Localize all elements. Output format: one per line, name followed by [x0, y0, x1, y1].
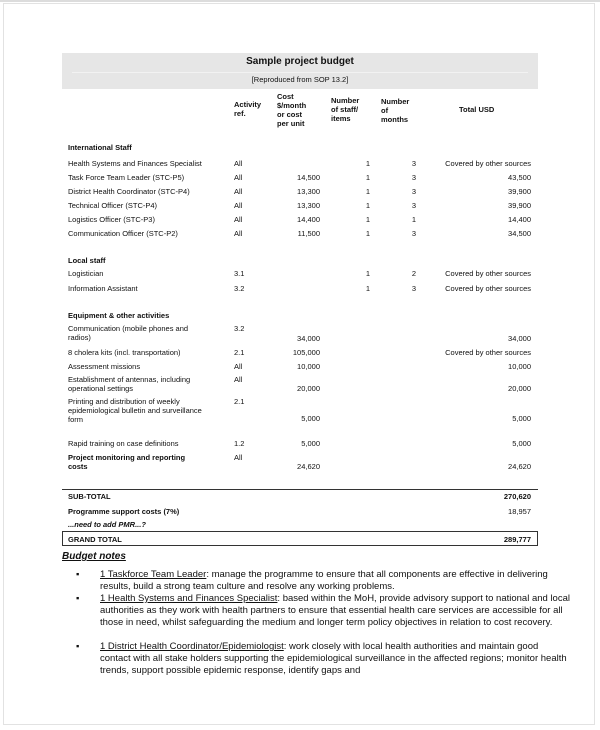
header-line: Number [381, 97, 410, 106]
row-total: Covered by other sources [445, 284, 531, 293]
row-label-line: Establishment of antennas, including [68, 375, 191, 384]
row-months: 3 [411, 173, 416, 182]
row-months: 3 [411, 201, 416, 210]
note-title: 1 Taskforce Team Leader [100, 569, 207, 580]
bullet-icon: ▪ [76, 569, 80, 580]
document-subtitle: [Reproduced from SOP 13.2] [251, 75, 349, 84]
row-months: 3 [411, 159, 416, 168]
row-cost: 20,000 [297, 384, 320, 393]
row-staff: 1 [365, 173, 370, 182]
row-cost: 10,000 [297, 362, 320, 371]
row-cost: 105,000 [292, 348, 320, 357]
row-ref: 2.1 [234, 348, 245, 357]
row-ref: 3.2 [234, 284, 245, 293]
row-label-line: radios) [68, 333, 91, 342]
row-ref: 3.2 [234, 324, 245, 333]
document-title: Sample project budget [246, 56, 354, 67]
row-label: Logistics Officer (STC-P3) [68, 215, 155, 224]
row-label: 8 cholera kits (incl. transportation) [68, 348, 181, 357]
row-months: 2 [411, 269, 416, 278]
header-cost [277, 92, 306, 128]
row-ref: All [234, 201, 243, 210]
row-staff: 1 [365, 201, 370, 210]
pmr-note-row [68, 520, 531, 529]
header-line: months [381, 115, 409, 124]
row-total: 43,500 [508, 173, 531, 182]
row-staff: 1 [365, 215, 370, 224]
subtotal-value: 270,620 [503, 492, 531, 501]
row-total: 39,900 [508, 201, 531, 210]
row-label [68, 397, 238, 424]
row-label: Health Systems and Finances Specialist [68, 159, 202, 168]
row-label [68, 453, 228, 471]
row-label: Technical Officer (STC-P4) [68, 201, 158, 210]
header-total-usd: Total USD [459, 105, 495, 114]
note-text [100, 569, 570, 593]
note-body: : based within the MoH, provide advisory support to national and local authorities as they work with health partners to ensure that essential health care services are accessible for all those in need, whilst safeguarding the medium and longer term policy objectives in relation to cost recovery. [100, 593, 570, 628]
row-ref: All [234, 362, 243, 371]
title-divider [72, 72, 528, 73]
row-ref: All [234, 159, 243, 168]
budget-notes-heading: Budget notes [62, 551, 126, 562]
header-line: of [381, 106, 389, 115]
subtotal-row [68, 492, 531, 501]
row-months: 3 [411, 187, 416, 196]
row-staff: 1 [365, 187, 370, 196]
row-label-line: epidemiological bulletin and surveillance [68, 406, 202, 415]
note-body: : work closely with local health authorities and maintain good contact with all stake holders supporting the epidemiological surveillance in the affected regions; monitor health trends, support possible epidemic response, identify gaps and [100, 641, 567, 676]
row-months: 3 [411, 229, 416, 238]
row-ref: 2.1 [234, 397, 245, 406]
section-heading-equipment: Equipment & other activities [68, 311, 170, 320]
row-label-line: Communication (mobile phones and [68, 324, 189, 333]
row-cost: 14,400 [297, 215, 320, 224]
title-banner [62, 53, 538, 89]
row-total: 10,000 [508, 362, 531, 371]
note-title: 1 Health Systems and Finances Specialist [100, 593, 278, 604]
header-line: items [331, 114, 351, 123]
row-label [68, 324, 228, 342]
support-costs-row [68, 507, 531, 516]
row-total: 24,620 [508, 462, 531, 471]
row-total: 5,000 [512, 439, 531, 448]
row-label: District Health Coordinator (STC-P4) [68, 187, 190, 196]
row-cost: 11,500 [297, 229, 320, 238]
row-label-line: Printing and distribution of weekly [68, 397, 180, 406]
row-ref: All [234, 453, 243, 462]
header-line: or cost [277, 110, 303, 119]
row-staff: 1 [365, 159, 370, 168]
row-cost: 24,620 [297, 462, 320, 471]
row-label-line: Project monitoring and reporting [68, 453, 186, 462]
row-staff: 1 [365, 269, 370, 278]
section-heading-international-staff: International Staff [68, 143, 132, 152]
row-cost: 5,000 [301, 439, 320, 448]
row-total: 5,000 [512, 414, 531, 423]
support-costs-label: Programme support costs (7%) [68, 507, 180, 516]
row-total: Covered by other sources [445, 348, 531, 357]
grand-total-label: GRAND TOTAL [68, 535, 122, 544]
row-label: Communication Officer (STC-P2) [68, 229, 178, 238]
column-headers [0, 92, 600, 132]
bullet-icon: ▪ [76, 593, 80, 604]
row-months: 3 [411, 284, 416, 293]
row-ref: 3.1 [234, 269, 245, 278]
header-activity-ref [234, 100, 261, 118]
pmr-note: ...need to add PMR...? [68, 520, 146, 529]
row-staff: 1 [365, 284, 370, 293]
row-label-line: operational settings [68, 384, 134, 393]
row-cost: 13,300 [297, 187, 320, 196]
header-line: $/month [277, 101, 307, 110]
row-label-line: costs [68, 462, 88, 471]
row-months: 1 [411, 215, 416, 224]
row-total: Covered by other sources [445, 269, 531, 278]
page-top-edge [0, 0, 600, 2]
row-total: Covered by other sources [445, 159, 531, 168]
header-line: of staff/ [331, 105, 359, 114]
row-cost: 14,500 [297, 173, 320, 182]
row-ref: All [234, 173, 243, 182]
header-months [381, 97, 409, 124]
row-total: 14,400 [508, 215, 531, 224]
subtotal-label: SUB-TOTAL [68, 492, 111, 501]
row-ref: All [234, 215, 243, 224]
row-staff: 1 [365, 229, 370, 238]
row-ref: All [234, 229, 243, 238]
row-ref: All [234, 375, 243, 384]
row-label: Logistician [68, 269, 104, 278]
subtotal-rule [62, 489, 538, 490]
row-total: 20,000 [508, 384, 531, 393]
header-line: ref. [234, 109, 246, 118]
bullet-icon: ▪ [76, 641, 80, 652]
row-label: Assessment missions [68, 362, 141, 371]
row-total: 34,500 [508, 229, 531, 238]
row-label: Rapid training on case definitions [68, 439, 179, 448]
row-total: 34,000 [508, 334, 531, 343]
note-text [100, 593, 570, 629]
grand-total-box [62, 531, 538, 546]
row-cost: 5,000 [301, 414, 320, 423]
header-staff-items [331, 96, 359, 123]
note-body: : manage the programme to ensure that all components are effective in delivering results, build a strong team culture and resolve any working problems. [100, 569, 548, 592]
support-costs-value: 18,957 [508, 507, 531, 516]
row-cost: 13,300 [297, 201, 320, 210]
row-ref: All [234, 187, 243, 196]
row-cost: 34,000 [297, 334, 320, 343]
header-line: per unit [277, 119, 305, 128]
row-label: Information Assistant [68, 284, 138, 293]
note-text [100, 641, 570, 677]
row-label [68, 375, 228, 393]
note-title: 1 District Health Coordinator/Epidemiologist [100, 641, 284, 652]
row-total: 39,900 [508, 187, 531, 196]
header-line: Number [331, 96, 360, 105]
row-label-line: form [68, 415, 83, 424]
row-ref: 1.2 [234, 439, 245, 448]
grand-total-value: 289,777 [503, 535, 531, 544]
row-label: Task Force Team Leader (STC-P5) [68, 173, 185, 182]
header-line: Cost [277, 92, 294, 101]
section-heading-local-staff: Local staff [68, 256, 106, 265]
header-line: Activity [234, 100, 262, 109]
